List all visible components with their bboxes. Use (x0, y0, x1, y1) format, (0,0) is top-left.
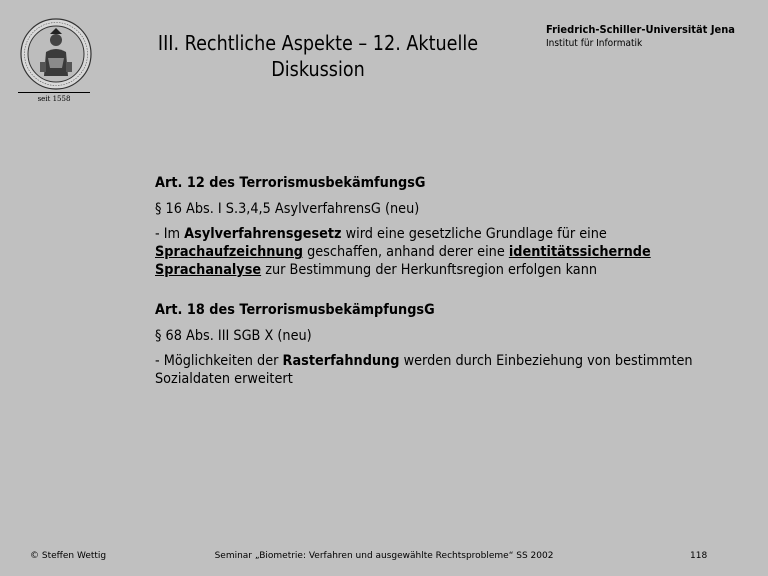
slide-title: III. Rechtliche Aspekte – 12. Aktuelle Diskussion (157, 31, 479, 81)
section-subline: § 16 Abs. I S.3,4,5 AsylverfahrensG (neu) (155, 201, 420, 217)
section-body (155, 225, 707, 279)
university-seal-logo (20, 18, 92, 90)
seal-caption: seit 1558 (37, 95, 71, 103)
body-bold-term: Asylverfahrensgesetz (184, 226, 342, 242)
body-bold-term: Rasterfahndung (282, 353, 400, 369)
body-text: - Im (155, 226, 185, 242)
body-text: geschaffen, anhand derer eine (302, 244, 509, 260)
section-art-18 (155, 301, 715, 388)
section-art-12 (155, 174, 715, 279)
footer-page-number: 118 (690, 551, 708, 561)
section-heading: Art. 18 des TerrorismusbekämpfungsG (155, 302, 435, 318)
body-underlined-term: Sprachaufzeichnung (155, 244, 303, 260)
seal-divider (18, 92, 90, 93)
section-body (155, 352, 707, 388)
body-text: zur Bestimmung der Herkunftsregion erfolgen kann (261, 262, 598, 278)
footer-seminar: Seminar „Biometrie: Verfahren und ausgewählte Rechtsprobleme“ SS 2002 (214, 551, 554, 561)
body-text: wird eine gesetzliche Grundlage für eine (341, 226, 607, 242)
body-text: - Möglichkeiten der (155, 353, 283, 369)
body-text: werden durch Einbeziehung von bestimmten Sozialdaten erweitert (155, 353, 693, 387)
university-name: Friedrich-Schiller-Universität Jena (546, 23, 735, 36)
body-underlined-term: identitätssichernde Sprachanalyse (155, 244, 651, 278)
slide-content (155, 174, 715, 410)
section-heading: Art. 12 des TerrorismusbekämfungsG (155, 175, 426, 191)
footer-author: © Steffen Wettig (30, 551, 107, 561)
university-block (546, 23, 756, 50)
section-subline: § 68 Abs. III SGB X (neu) (155, 328, 312, 344)
institute-name: Institut für Informatik (546, 38, 643, 49)
